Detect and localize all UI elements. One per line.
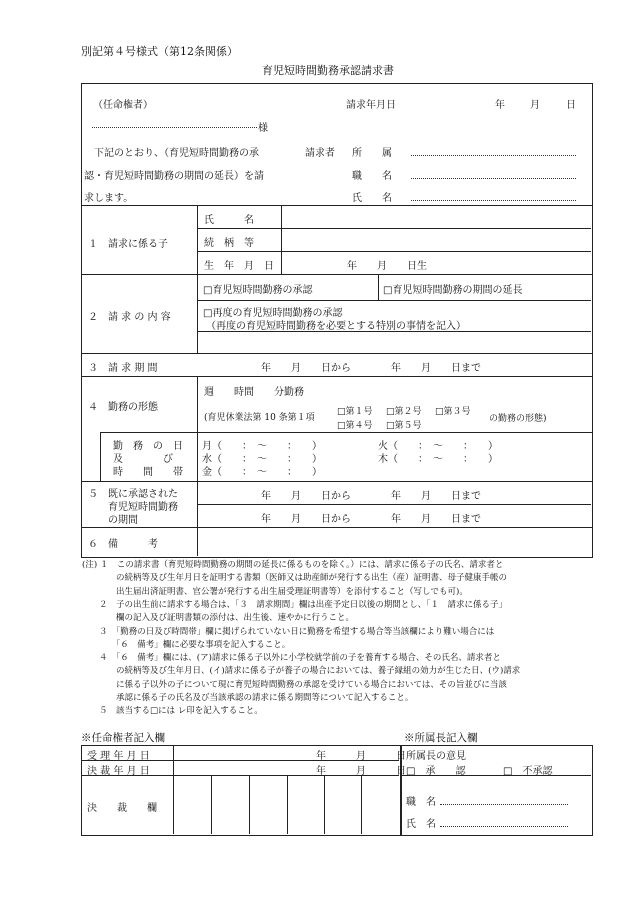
divider bbox=[100, 432, 592, 433]
child-name-label: 氏 名 bbox=[204, 215, 254, 226]
friday-hours: 金（ ： 〜 ： ） bbox=[202, 467, 322, 478]
note-line: ５ 該当する□には レ印を記入すること。 bbox=[82, 706, 263, 717]
divider bbox=[249, 775, 250, 834]
body-line-2: 認・育児短時間勤務の期間の延長）を請 bbox=[84, 171, 264, 182]
sec3-label: ３ 請 求 期 間 bbox=[88, 363, 158, 374]
divider bbox=[361, 775, 362, 834]
date-month: 月 bbox=[530, 100, 540, 111]
divider bbox=[197, 504, 591, 505]
divider bbox=[100, 432, 101, 481]
shokumei-field[interactable] bbox=[411, 169, 576, 179]
decided-date-label: 決 裁 年 月 日 bbox=[87, 766, 150, 777]
work-form-suffix: の勤務の形態) bbox=[489, 414, 547, 424]
divider bbox=[197, 228, 591, 229]
divider bbox=[81, 527, 592, 528]
divider bbox=[81, 205, 592, 206]
body-line-3: 求します。 bbox=[84, 193, 134, 204]
birthdate-label: 生 年 月 日 bbox=[204, 261, 274, 272]
decided-date-value: 年 月 日 bbox=[316, 766, 406, 777]
divider bbox=[81, 274, 592, 275]
appointer-section-title: ※任命権者記入欄 bbox=[81, 732, 165, 744]
divider bbox=[197, 251, 591, 252]
sec5-label-1: ５ 既に承認された bbox=[88, 489, 178, 500]
approve-checkbox[interactable]: □ 承 認 bbox=[406, 766, 466, 777]
work-days-label-3: 時 間 帯 bbox=[113, 467, 183, 478]
clause-4[interactable]: □第４号 bbox=[337, 421, 373, 431]
note-line: 承認に係る子の氏名及び当該承認の請求に係る期間等について記入すること。 bbox=[82, 693, 414, 703]
supervisor-name-field[interactable] bbox=[440, 817, 568, 827]
clause-2[interactable]: □第２号 bbox=[386, 407, 422, 417]
received-date-label: 受 理 年 月 日 bbox=[87, 751, 150, 762]
work-days-label-2: 及 び bbox=[113, 454, 173, 465]
shimei-label: 氏 名 bbox=[352, 193, 392, 204]
approved-period-1: 年 月 日から 年 月 日まで bbox=[261, 491, 481, 502]
birthdate-value: 年 月 日生 bbox=[347, 261, 427, 272]
reject-checkbox[interactable]: □ 不承認 bbox=[503, 766, 553, 777]
divider bbox=[211, 775, 212, 834]
note-line: ４ 「６ 備考」欄には、(ア)請求に係る子以外に小学校就学前の子を養育する場合、その氏名、請求者と bbox=[82, 653, 501, 664]
note-line: 出生届出済証明書、官公署が発行する出生届受理証明書等）を添付すること（写しでも可)。 bbox=[82, 586, 468, 597]
divider bbox=[197, 300, 591, 301]
clause-5[interactable]: □第５号 bbox=[386, 421, 422, 431]
requester-label: 請求者 bbox=[305, 148, 335, 159]
sama-label: 様 bbox=[258, 123, 268, 134]
divider bbox=[197, 205, 198, 353]
option-extension[interactable]: □育児短時間勤務の期間の延長 bbox=[383, 285, 523, 296]
weekly-hours: 週 時間 分勤務 bbox=[204, 387, 304, 398]
date-year: 年 bbox=[495, 100, 505, 111]
divider bbox=[81, 481, 592, 482]
tuesday-hours: 火（ ： 〜 ： ） bbox=[378, 441, 498, 452]
approval-stamp-label: 決 裁 欄 bbox=[87, 803, 157, 814]
sec1-label: １ 請求に係る子 bbox=[88, 239, 168, 250]
option-reapproval[interactable]: □再度の育児短時間勤務の承認 bbox=[203, 308, 343, 319]
divider bbox=[281, 205, 282, 274]
supervisor-name-label: 氏 名 bbox=[406, 819, 436, 830]
thursday-hours: 木（ ： 〜 ： ） bbox=[378, 454, 498, 465]
note-line: ２ 子の出生前に請求する場合は、「３ 請求期間」欄は出産予定日以後の期間とし、「１ 請求に係る子」 bbox=[82, 599, 508, 610]
divider bbox=[81, 353, 592, 354]
supervisor-section-title: ※所属長記入欄 bbox=[404, 732, 478, 744]
relation-label: 続 柄 等 bbox=[204, 238, 254, 249]
sec6-label: ６ 備 考 bbox=[88, 539, 158, 550]
shozoku-field[interactable] bbox=[411, 146, 576, 156]
divider bbox=[173, 745, 174, 834]
divider bbox=[81, 376, 592, 377]
received-date-value: 年 月 日 bbox=[316, 751, 406, 762]
sec5-label-2: 育児短時間勤務 bbox=[108, 502, 178, 513]
note-line: (注) １ この請求書（育児短時間勤務の期間の延長に係るものを除く。）には、請求に係る子の氏名、請求者と bbox=[82, 560, 504, 570]
work-days-label-1: 勤 務 の 日 bbox=[113, 441, 183, 452]
clause-3[interactable]: □第３号 bbox=[435, 407, 471, 417]
note-line: の続柄等及び生年月日、(イ)請求に係る子が養子の場合においては、養子縁組の効力が生じた日、(ウ)請求 bbox=[82, 666, 521, 677]
form-title: 育児短時間勤務承認請求書 bbox=[262, 64, 394, 77]
shokumei-label: 職 名 bbox=[352, 171, 392, 182]
date-day: 日 bbox=[566, 100, 576, 111]
body-line-1: 下記のとおり、（育児短時間勤務の承 bbox=[94, 148, 259, 159]
appointer-label: （任命権者） bbox=[93, 100, 153, 111]
shimei-field[interactable] bbox=[411, 191, 576, 201]
divider bbox=[378, 274, 379, 300]
clause-1[interactable]: □第１号 bbox=[337, 407, 373, 417]
shozoku-label: 所 属 bbox=[352, 148, 392, 159]
supervisor-title-label: 職 名 bbox=[406, 797, 436, 808]
divider bbox=[324, 775, 325, 834]
supervisor-title-field[interactable] bbox=[440, 795, 568, 805]
monday-hours: 月（ ： 〜 ： ） bbox=[202, 441, 322, 452]
form-number: 別記第４号様式（第12条関係） bbox=[81, 45, 238, 58]
note-line: に係る子以外の子について現に育児短時間勤務の承認を受けている場合においては、その旨並びに当該 bbox=[82, 679, 507, 690]
reapproval-note: （再度の育児短時間勤務を必要とする特別の事情を記入） bbox=[206, 321, 466, 332]
sec2-label: ２ 請 求 の 内 容 bbox=[88, 312, 171, 323]
note-line: ３ 「勤務の日及び時間帯」欄に掲げられていない日に勤務を希望する場合等当該欄により難い場合には bbox=[82, 626, 495, 637]
request-period: 年 月 日から 年 月 日まで bbox=[261, 363, 481, 374]
note-line: の続柄等及び生年月日を証明する書類（医師又は助産師が発行する出生（産）証明書、母子健康手帳の bbox=[82, 573, 508, 584]
sec4-label: ４ 勤務の形態 bbox=[88, 402, 158, 413]
supervisor-opinion-label: 所属長の意見 bbox=[406, 751, 466, 762]
wednesday-hours: 水（ ： 〜 ： ） bbox=[202, 454, 322, 465]
note-line: 「６ 備考」欄に必要な事項を記入すること。 bbox=[82, 639, 291, 650]
divider bbox=[197, 376, 198, 556]
law-reference: (育児休業法第 10 条第１項 bbox=[204, 413, 315, 423]
approved-period-2: 年 月 日から 年 月 日まで bbox=[261, 514, 481, 525]
option-approval[interactable]: □育児短時間勤務の承認 bbox=[203, 285, 313, 296]
note-line: 欄の記入及び証明書類の添付は、出生後、速やかに行うこと。 bbox=[82, 613, 355, 624]
divider bbox=[287, 775, 288, 834]
appointer-name-field[interactable] bbox=[92, 118, 257, 128]
sec5-label-3: の期間 bbox=[108, 515, 138, 526]
request-date-label: 請求年月日 bbox=[346, 100, 396, 111]
